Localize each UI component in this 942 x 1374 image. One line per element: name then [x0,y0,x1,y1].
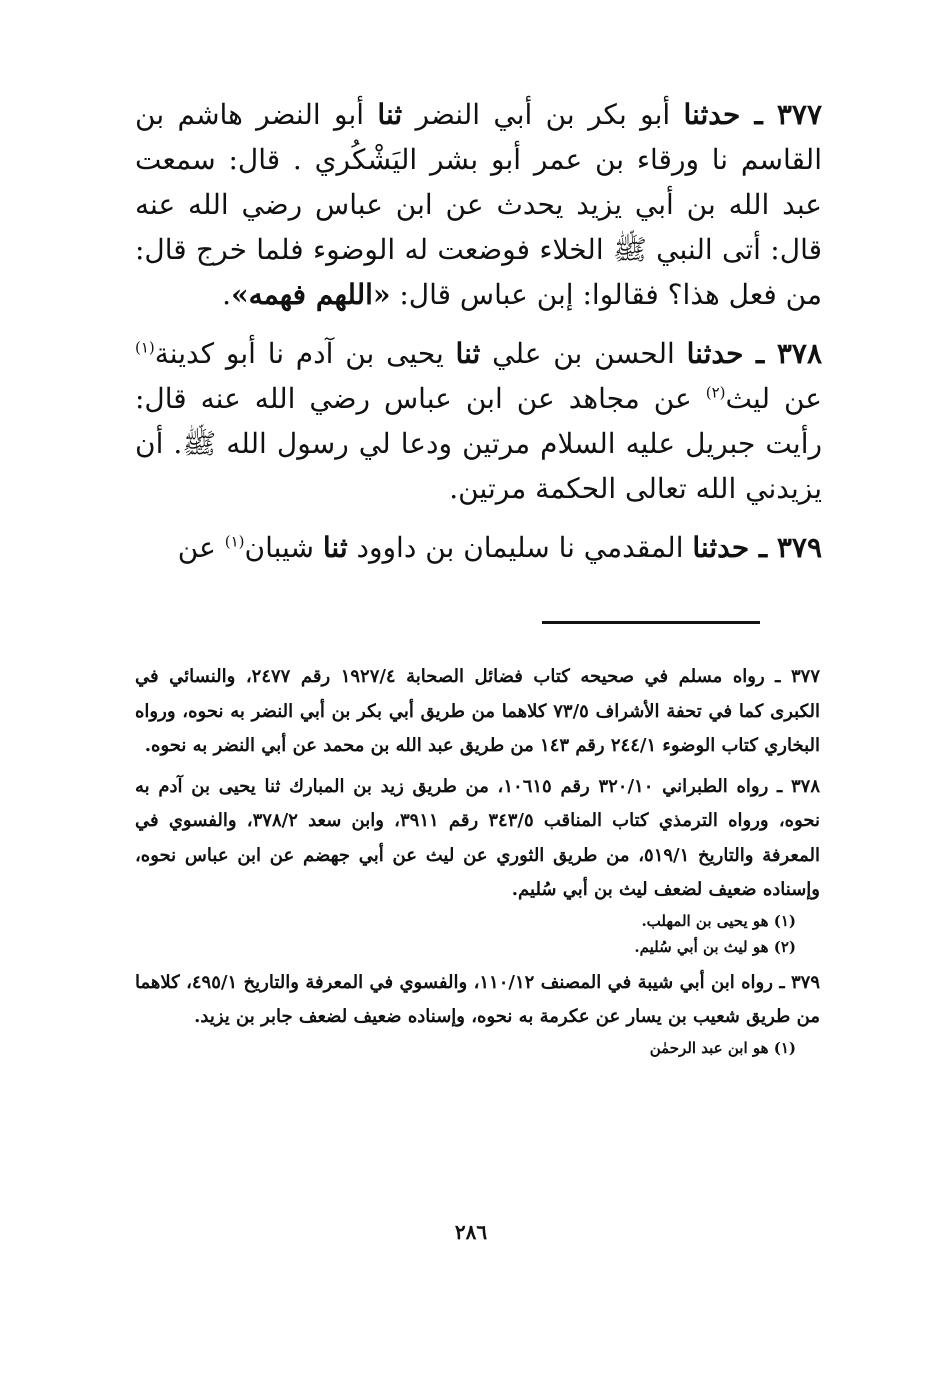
note-text: ٣٧٩ ـ رواه ابن أبي شيبة في المصنف ١١٠/١٢، والفسوي في المعرفة والتاريخ ٤٩٥/١، كلاهما من طريق شعيب بن يسار عن عكرمة به نحوه، وإسناده ضعيف لضعف جابر بن يزيد. [135,971,820,1027]
hadith-text: عن [177,531,225,564]
hadith-number: ٣٧٨ ـ [743,337,823,370]
hadith-text: . [222,278,232,311]
footnote-marker: (١) [135,338,155,357]
hadith-text: أبو بكر بن أبي النضر [402,98,684,131]
hadith-378 [135,331,822,511]
hadith-quote: «اللهم فهمه» [231,278,391,311]
footnote-separator [542,621,760,624]
hadith-keyword: ثنا [322,531,348,564]
sub-note: (١) هو ابن عبد الرحمٰن [649,1038,796,1057]
footnote-marker: (١) [224,532,245,551]
hadith-keyword: ثنا [377,98,403,131]
hadith-keyword: حدثنا [692,531,750,564]
hadith-keyword: حدثنا [686,337,744,370]
hadith-text: المقدمي نا سليمان بن داوود [347,531,693,564]
hadith-377 [135,92,822,317]
note-379 [135,966,820,1061]
hadith-379 [135,525,822,570]
note-text: ٣٧٨ ـ رواه الطبراني ٣٢٠/١٠ رقم ١٠٦١٥، من طريق زيد بن المبارك ثنا يحيى بن آدم به نحوه، ورواه الترمذي كتاب المناقب ٣٤٣/٥ رقم ٣٩١١، وابن سعد ٣٧٨/٢، والفسوي في المعرفة والتاريخ ٥١٩/١، من طريق الثوري عن ليث عن أبي جهضم عن ابن عباس نحوه، وإسناده ضعيف لضعف ليث بن أبي سُليم. [135,775,820,900]
page-number: ٢٨٦ [454,1220,488,1244]
sub-note: (٢) هو ليث بن أبي سُليم. [634,937,796,956]
hadith-keyword: ثنا [455,337,481,370]
hadith-text: أبو النضر هاشم بن القاسم نا ورقاء بن عمر أبو بشر اليَشْكُري . قال: سمعت عبد الله بن أبي يزيد يحدث عن ابن عباس رضي الله عنه قال: أتى النبي ﷺ الخلاء فوضعت له الوضوء فلما خرج قال: من فعل هذا؟ فقالوا: إبن عباس قال: [135,98,822,311]
footnotes [135,660,820,1067]
hadith-number: ٣٧٧ ـ [740,98,822,131]
footnote-marker: (٢) [705,383,726,402]
main-text [135,92,822,584]
note-378 [135,770,820,960]
hadith-text: يحيى بن آدم نا أبو كدينة [154,337,456,370]
hadith-keyword: حدثنا [683,98,741,131]
sub-note: (١) هو يحيى بن المهلب. [641,911,796,930]
hadith-text: الحسن بن علي [480,337,687,370]
note-377 [135,660,820,764]
hadith-text: عن مجاهد عن ابن عباس رضي الله عنه قال: رأيت جبريل عليه السلام مرتين ودعا لي رسول الله ﷺ. أن يزيدني الله تعالى الحكمة مرتين. [135,382,822,505]
hadith-text: شيبان [244,531,323,564]
hadith-number: ٣٧٩ ـ [749,531,822,564]
hadith-text: عن ليث [725,382,822,415]
note-text: ٣٧٧ ـ رواه مسلم في صحيحه كتاب فضائل الصحابة ١٩٢٧/٤ رقم ٢٤٧٧، والنسائي في الكبرى كما في تحفة الأشراف ٧٣/٥ كلاهما من طريق أبي بكر بن أبي النضر به نحوه، ورواه البخاري كتاب الوضوء ٢٤٤/١ رقم ١٤٣ من طريق عبد الله بن محمد عن أبي النضر به نحوه. [135,666,821,756]
